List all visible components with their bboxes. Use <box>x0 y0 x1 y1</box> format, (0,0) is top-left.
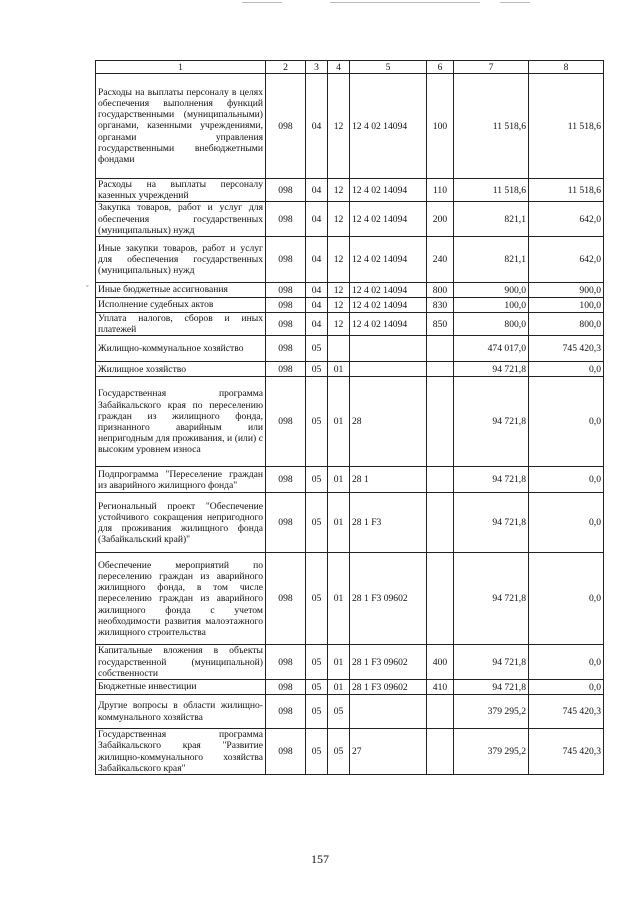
table-row <box>96 645 604 680</box>
row-code-cell: 098 <box>266 298 306 313</box>
header-cell-1: 1 <box>96 61 266 74</box>
row-section-cell: 05 <box>306 553 328 645</box>
row-amount-next-cell: 745 420,3 <box>529 336 604 362</box>
row-section-cell: 05 <box>306 680 328 695</box>
row-name-cell: Подпрограмма "Переселение граждан из аварийного жилищного фонда" <box>96 467 266 493</box>
row-expense-type-cell: 800 <box>427 283 454 298</box>
row-target-article-cell: 27 <box>350 729 427 775</box>
row-name-cell: Региональный проект "Обеспечение устойчивого сокращения непригодного для проживания жилищного фонда (Забайкальский край)" <box>96 493 266 553</box>
row-expense-type-cell: 400 <box>427 645 454 680</box>
row-expense-type-cell <box>427 553 454 645</box>
row-amount-cell: 94 721,8 <box>454 645 529 680</box>
row-expense-type-cell: 850 <box>427 313 454 336</box>
row-target-article-cell: 28 1 F3 <box>350 493 427 553</box>
row-target-article-cell: 12 4 02 14094 <box>350 202 427 237</box>
page-number: 157 <box>311 852 329 866</box>
row-section-cell: 04 <box>306 283 328 298</box>
row-subsection-cell: 01 <box>328 680 350 695</box>
row-target-article-cell <box>350 695 427 729</box>
row-section-cell: 05 <box>306 336 328 362</box>
row-amount-cell: 900,0 <box>454 283 529 298</box>
row-name-cell: Иные закупки товаров, работ и услуг для обеспечения государственных (муниципальных) нужд <box>96 237 266 283</box>
row-target-article-cell <box>350 336 427 362</box>
table-row <box>96 695 604 729</box>
row-code-cell: 098 <box>266 645 306 680</box>
header-cell-5: 5 <box>350 61 427 74</box>
row-amount-next-cell: 642,0 <box>529 237 604 283</box>
table-row <box>96 553 604 645</box>
row-expense-type-cell: 110 <box>427 179 454 202</box>
row-name-cell: Государственная программа Забайкальского края по переселению граждан из жилищного фонда, признанного аварийным или непригодным для проживания, и (или) с высоким уровнем износа <box>96 377 266 467</box>
row-section-cell: 05 <box>306 362 328 377</box>
row-name-cell: Уплата налогов, сборов и иных платежей <box>96 313 266 336</box>
table-row <box>96 362 604 377</box>
row-code-cell: 098 <box>266 283 306 298</box>
row-code-cell: 098 <box>266 467 306 493</box>
row-section-cell: 04 <box>306 74 328 179</box>
row-section-cell: 05 <box>306 493 328 553</box>
row-expense-type-cell: 240 <box>427 237 454 283</box>
row-subsection-cell: 12 <box>328 237 350 283</box>
row-target-article-cell: 12 4 02 14094 <box>350 298 427 313</box>
row-amount-next-cell: 0,0 <box>529 553 604 645</box>
header-cell-4: 4 <box>328 61 350 74</box>
row-subsection-cell: 05 <box>328 729 350 775</box>
row-amount-next-cell: 0,0 <box>529 377 604 467</box>
row-subsection-cell: 01 <box>328 377 350 467</box>
row-amount-cell: 800,0 <box>454 313 529 336</box>
row-expense-type-cell <box>427 493 454 553</box>
row-amount-cell: 474 017,0 <box>454 336 529 362</box>
row-section-cell: 04 <box>306 313 328 336</box>
row-subsection-cell: 01 <box>328 493 350 553</box>
row-amount-next-cell: 745 420,3 <box>529 729 604 775</box>
row-subsection-cell: 05 <box>328 695 350 729</box>
row-section-cell: 05 <box>306 695 328 729</box>
table-row <box>96 336 604 362</box>
row-subsection-cell: 12 <box>328 313 350 336</box>
row-code-cell: 098 <box>266 729 306 775</box>
row-section-cell: 05 <box>306 467 328 493</box>
row-code-cell: 098 <box>266 377 306 467</box>
row-name-cell: Обеспечение мероприятий по переселению граждан из аварийного жилищного фонда, в том числе переселению граждан из аварийного жилищного фонда с учетом необходимости развития малоэтажного жилищного строительства <box>96 553 266 645</box>
row-amount-next-cell: 0,0 <box>529 680 604 695</box>
row-target-article-cell: 12 4 02 14094 <box>350 74 427 179</box>
row-amount-next-cell: 900,0 <box>529 283 604 298</box>
header-cell-3: 3 <box>306 61 328 74</box>
row-target-article-cell: 28 1 F3 09602 <box>350 645 427 680</box>
row-section-cell: 04 <box>306 298 328 313</box>
row-code-cell: 098 <box>266 237 306 283</box>
table-header-row <box>96 61 604 74</box>
row-expense-type-cell <box>427 377 454 467</box>
row-amount-next-cell: 100,0 <box>529 298 604 313</box>
row-subsection-cell: 12 <box>328 179 350 202</box>
row-code-cell: 098 <box>266 680 306 695</box>
row-code-cell: 098 <box>266 493 306 553</box>
row-name-cell: Исполнение судебных актов <box>96 298 266 313</box>
row-expense-type-cell: 100 <box>427 74 454 179</box>
table-row <box>96 729 604 775</box>
row-amount-cell: 94 721,8 <box>454 493 529 553</box>
row-expense-type-cell <box>427 695 454 729</box>
header-cell-2: 2 <box>266 61 306 74</box>
row-expense-type-cell: 200 <box>427 202 454 237</box>
row-code-cell: 098 <box>266 313 306 336</box>
row-amount-next-cell: 11 518,6 <box>529 74 604 179</box>
row-section-cell: 05 <box>306 645 328 680</box>
row-target-article-cell: 12 4 02 14094 <box>350 179 427 202</box>
row-code-cell: 098 <box>266 362 306 377</box>
row-target-article-cell: 28 1 F3 09602 <box>350 553 427 645</box>
row-amount-next-cell: 0,0 <box>529 362 604 377</box>
row-subsection-cell: 01 <box>328 362 350 377</box>
row-subsection-cell <box>328 336 350 362</box>
row-amount-next-cell: 0,0 <box>529 645 604 680</box>
row-code-cell: 098 <box>266 336 306 362</box>
table-row <box>96 74 604 179</box>
table-row <box>96 313 604 336</box>
row-target-article-cell: 28 1 <box>350 467 427 493</box>
row-subsection-cell: 01 <box>328 645 350 680</box>
row-code-cell: 098 <box>266 553 306 645</box>
table-row <box>96 493 604 553</box>
row-amount-next-cell: 800,0 <box>529 313 604 336</box>
row-name-cell: Бюджетные инвестиции <box>96 680 266 695</box>
row-amount-next-cell: 11 518,6 <box>529 179 604 202</box>
row-name-cell: Расходы на выплаты персоналу в целях обеспечения выполнения функций государственными (муниципальными) органами, казенными учреждениями, органами управления государственными внебюджетными фондами <box>96 74 266 179</box>
row-subsection-cell: 12 <box>328 202 350 237</box>
row-name-cell: Государственная программа Забайкальского края "Развитие жилищно-коммунального хозяйства Забайкальского края" <box>96 729 266 775</box>
scan-speck: ˇ <box>86 284 89 293</box>
row-subsection-cell: 12 <box>328 298 350 313</box>
row-amount-cell: 379 295,2 <box>454 695 529 729</box>
row-expense-type-cell <box>427 362 454 377</box>
row-target-article-cell: 28 1 F3 09602 <box>350 680 427 695</box>
row-section-cell: 05 <box>306 377 328 467</box>
row-expense-type-cell <box>427 336 454 362</box>
table-row <box>96 237 604 283</box>
row-name-cell: Иные бюджетные ассигнования <box>96 283 266 298</box>
table-row <box>96 467 604 493</box>
row-subsection-cell: 01 <box>328 467 350 493</box>
row-code-cell: 098 <box>266 179 306 202</box>
row-amount-cell: 94 721,8 <box>454 362 529 377</box>
row-section-cell: 04 <box>306 237 328 283</box>
row-subsection-cell: 12 <box>328 283 350 298</box>
row-code-cell: 098 <box>266 202 306 237</box>
table-row <box>96 283 604 298</box>
row-target-article-cell: 28 <box>350 377 427 467</box>
row-expense-type-cell <box>427 467 454 493</box>
row-subsection-cell: 01 <box>328 553 350 645</box>
row-section-cell: 04 <box>306 179 328 202</box>
table-body <box>96 61 604 775</box>
row-target-article-cell <box>350 362 427 377</box>
row-name-cell: Капитальные вложения в объекты государственной (муниципальной) собственности <box>96 645 266 680</box>
row-target-article-cell: 12 4 02 14094 <box>350 313 427 336</box>
row-name-cell: Жилищное хозяйство <box>96 362 266 377</box>
header-cell-6: 6 <box>427 61 454 74</box>
row-amount-cell: 11 518,6 <box>454 74 529 179</box>
row-amount-cell: 94 721,8 <box>454 680 529 695</box>
row-target-article-cell: 12 4 02 14094 <box>350 283 427 298</box>
row-amount-cell: 821,1 <box>454 202 529 237</box>
row-code-cell: 098 <box>266 695 306 729</box>
row-name-cell: Расходы на выплаты персоналу казенных учреждений <box>96 179 266 202</box>
table-row <box>96 680 604 695</box>
row-amount-cell: 94 721,8 <box>454 377 529 467</box>
header-cell-7: 7 <box>454 61 529 74</box>
row-amount-next-cell: 0,0 <box>529 467 604 493</box>
row-expense-type-cell: 410 <box>427 680 454 695</box>
row-name-cell: Закупка товаров, работ и услуг для обеспечения государственных (муниципальных) нужд <box>96 202 266 237</box>
table-row <box>96 298 604 313</box>
row-amount-cell: 11 518,6 <box>454 179 529 202</box>
row-amount-next-cell: 642,0 <box>529 202 604 237</box>
header-cell-8: 8 <box>529 61 604 74</box>
row-amount-cell: 100,0 <box>454 298 529 313</box>
row-amount-cell: 821,1 <box>454 237 529 283</box>
row-amount-cell: 379 295,2 <box>454 729 529 775</box>
row-name-cell: Жилищно-коммунальное хозяйство <box>96 336 266 362</box>
table-row <box>96 202 604 237</box>
row-expense-type-cell <box>427 729 454 775</box>
row-section-cell: 05 <box>306 729 328 775</box>
row-amount-next-cell: 745 420,3 <box>529 695 604 729</box>
row-subsection-cell: 12 <box>328 74 350 179</box>
table-row <box>96 179 604 202</box>
budget-table <box>95 60 604 775</box>
row-amount-cell: 94 721,8 <box>454 553 529 645</box>
row-amount-cell: 94 721,8 <box>454 467 529 493</box>
row-expense-type-cell: 830 <box>427 298 454 313</box>
row-name-cell: Другие вопросы в области жилищно-коммунального хозяйства <box>96 695 266 729</box>
row-section-cell: 04 <box>306 202 328 237</box>
row-amount-next-cell: 0,0 <box>529 493 604 553</box>
table-row <box>96 377 604 467</box>
row-target-article-cell: 12 4 02 14094 <box>350 237 427 283</box>
top-scan-marks <box>0 2 640 6</box>
row-code-cell: 098 <box>266 74 306 179</box>
